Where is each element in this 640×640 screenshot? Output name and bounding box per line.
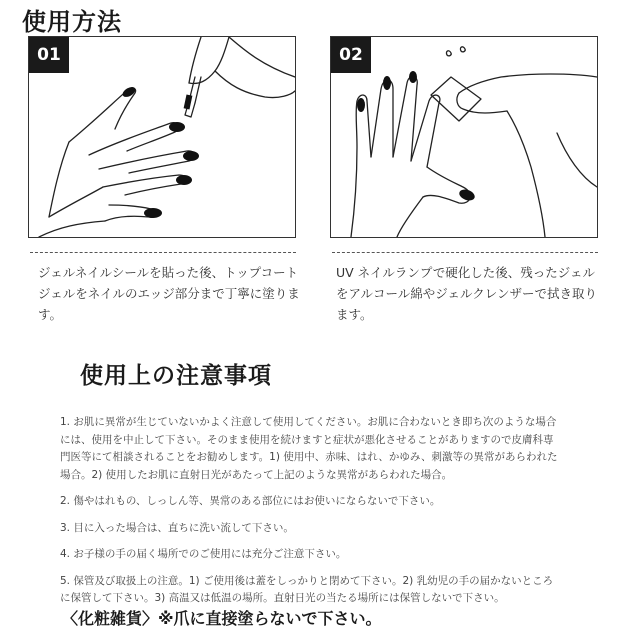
- caution-item: 1. お肌に異常が生じていないかよく注意して使用してください。お肌に合わないとき即ち次のような場合には、使用を中止して下さい。そのまま使用を続けますと症状が悪化させることがありますので皮膚科専門医等にて相談されることをお勧めします。1) 使用中、赤味、はれ、かゆみ、刺激等の異常があらわれた場合。2) 使用したお肌に直射日光があたって上記のような異常があらわれた場合。: [60, 416, 558, 481]
- caution-item: 4. お子様の手の届く場所でのご使用には充分ご注意下さい。: [60, 548, 347, 560]
- cautions-heading: 使用上の注意事項: [80, 363, 272, 389]
- footer-notice: 〈化粧雑貨〉※爪に直接塗らないで下さい。: [62, 609, 382, 628]
- caution-item: 2. 傷やはれもの、しっしん等、異常のある部位にはお使いにならないで下さい。: [60, 495, 441, 507]
- caution-item: 3. 目に入った場合は、直ちに洗い流して下さい。: [60, 521, 294, 534]
- step-number-badge: 01: [29, 37, 69, 73]
- divider: [30, 252, 296, 253]
- cautions-list: [60, 414, 560, 617]
- step-2-description: UV ネイルランプで硬化した後、残ったジェルをアルコール綿やジェルクレンザーで拭き取ります。: [336, 265, 597, 322]
- page-title: 使用方法: [22, 8, 122, 36]
- caution-item: 5. 保管及び取扱上の注意。1) ご使用後は蓋をしっかりと閉めて下さい。2) 乳幼児の手の届かないところに保管して下さい。3) 高温又は低温の場所。直射日光の当たる場所には保管しないで下さい。: [60, 574, 554, 604]
- divider: [332, 252, 598, 253]
- step-number-badge: 02: [331, 37, 371, 73]
- step-2-panel: [330, 36, 598, 238]
- step-1-panel: [28, 36, 296, 238]
- step-1-description: ジェルネイルシールを貼った後、トップコートジェルをネイルのエッジ部分まで丁寧に塗ります。: [38, 265, 300, 322]
